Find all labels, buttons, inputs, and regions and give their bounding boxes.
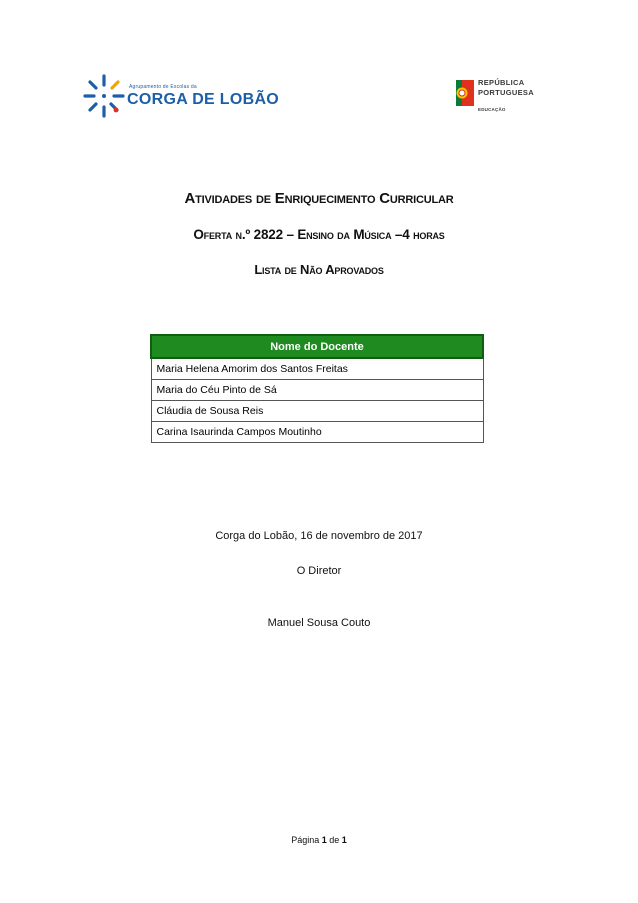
teacher-name-cell: Cláudia de Sousa Reis (151, 401, 483, 422)
column-header-teacher-name: Nome do Docente (151, 335, 483, 358)
page-footer (0, 835, 638, 845)
list-title: Lista de Não Aprovados (254, 262, 384, 277)
school-logo (82, 72, 280, 122)
government-logo-line3: EDUCAÇÃO (478, 107, 506, 112)
teacher-name-cell: Carina Isaurinda Campos Moutinho (151, 422, 483, 443)
teacher-name-cell: Maria Helena Amorim dos Santos Freitas (151, 358, 483, 380)
star-burst-logo-icon (82, 72, 126, 118)
page-current: 1 (321, 835, 327, 845)
place-and-date: Corga do Lobão, 16 de novembro de 2017 (215, 530, 423, 542)
table-row (151, 358, 483, 380)
table-row (151, 401, 483, 422)
portuguese-republic-emblem-icon (456, 80, 474, 106)
teachers-table (150, 334, 484, 443)
government-logo (456, 78, 566, 118)
school-logo-name: CORGA DE LOBÃO (127, 91, 280, 108)
school-logo-subtitle: Agrupamento de Escolas da (129, 84, 197, 90)
signatory-name: Manuel Sousa Couto (267, 617, 371, 629)
table-row (151, 422, 483, 443)
teacher-name-cell: Maria do Céu Pinto de Sá (151, 380, 483, 401)
offer-title: Oferta n.º 2822 – Ensino da Música –4 horas (193, 227, 445, 242)
table-row (151, 380, 483, 401)
government-logo-line1: REPÚBLICA (478, 78, 525, 87)
page-label: Página (291, 835, 320, 845)
document-title: Atividades de Enriquecimento Curricular (184, 190, 454, 207)
signatory-role: O Diretor (296, 565, 342, 577)
table-header-row (151, 335, 483, 358)
page-separator: de (329, 835, 340, 845)
government-logo-line2: PORTUGUESA (478, 88, 534, 97)
page-total: 1 (341, 835, 347, 845)
